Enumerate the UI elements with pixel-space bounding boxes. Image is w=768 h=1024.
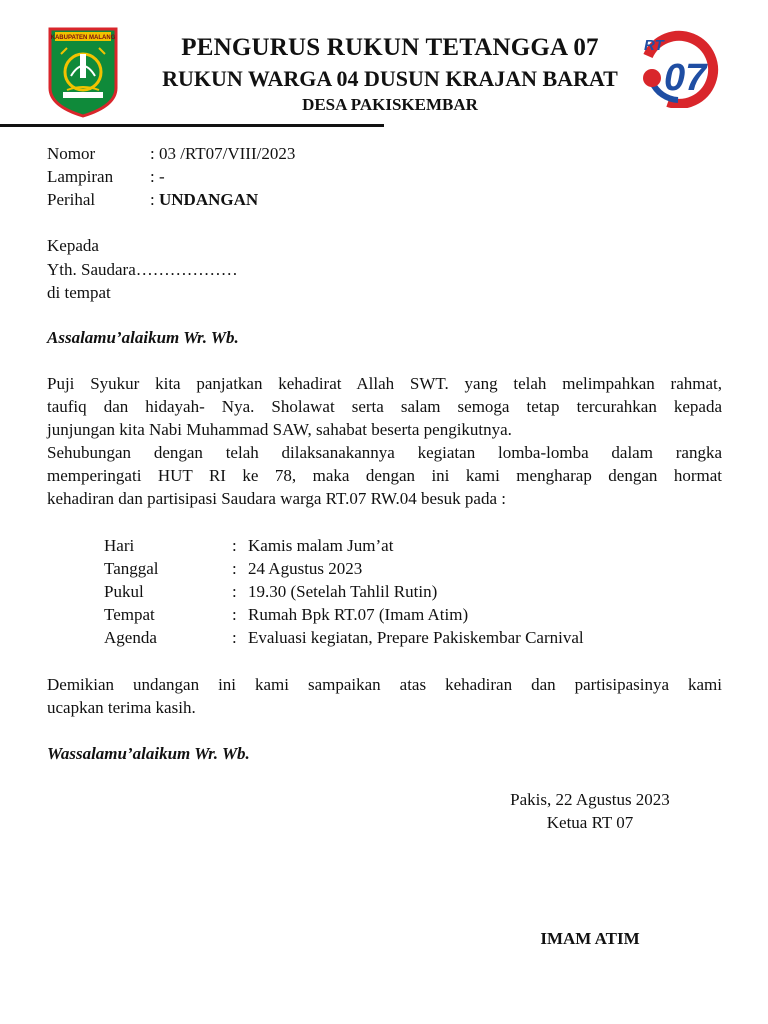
detail-time-label: Pukul: [104, 582, 144, 601]
signature-role: Ketua RT 07: [546, 813, 634, 832]
detail-colon: :: [232, 605, 237, 624]
signature-place-date: Pakis, 22 Agustus 2023: [510, 790, 670, 809]
detail-day-label: Hari: [104, 536, 135, 555]
letterhead-village: DESA PAKISKEMBAR: [302, 95, 478, 114]
recipient-line-3: di tempat: [47, 283, 111, 302]
body-line: kehadiran dan partisipasi Saudara warga RT.07 RW.04 besuk pada :: [47, 489, 506, 508]
detail-colon: :: [232, 628, 237, 647]
svg-text:07: 07: [664, 57, 707, 99]
detail-colon: :: [232, 559, 237, 578]
greeting: Assalamu’alaikum Wr. Wb.: [47, 328, 239, 347]
body-line: junjungan kita Nabi Muhammad SAW, sahabat beserta pengikutnya.: [47, 420, 512, 439]
meta-subject-label: Perihal: [47, 190, 96, 209]
closing-line: Demikian undangan ini kami sampaikan atas kehadiran dan partisipasinya kami: [47, 675, 722, 694]
meta-attachment-label: Lampiran: [47, 167, 114, 186]
body-line: taufiq dan hidayah- Nya. Sholawat serta salam semoga tetap tercurahkan kepada: [47, 397, 722, 416]
meta-subject-value: : UNDANGAN: [150, 190, 259, 209]
detail-colon: :: [232, 582, 237, 601]
letterhead-divider: [0, 124, 384, 127]
signature-name: IMAM ATIM: [540, 929, 640, 948]
logo-left-caption: KABUPATEN MALANG: [50, 35, 116, 41]
meta-number-value: : 03 /RT07/VIII/2023: [150, 144, 296, 163]
farewell: Wassalamu’alaikum Wr. Wb.: [47, 744, 250, 763]
detail-time-value: 19.30 (Setelah Tahlil Rutin): [248, 582, 438, 601]
detail-date-label: Tanggal: [104, 559, 159, 578]
svg-text:RT: RT: [644, 37, 664, 54]
detail-agenda-value: Evaluasi kegiatan, Prepare Pakiskembar Carnival: [248, 628, 584, 647]
meta-attachment-value: : -: [150, 167, 165, 186]
closing-line: ucapkan terima kasih.: [47, 698, 196, 717]
detail-place-value: Rumah Bpk RT.07 (Imam Atim): [248, 605, 469, 624]
recipient-line-2: Yth. Saudara………………: [47, 260, 238, 279]
detail-colon: :: [232, 536, 237, 555]
detail-day-value: Kamis malam Jum’at: [248, 536, 394, 555]
detail-date-value: 24 Agustus 2023: [248, 559, 363, 578]
meta-number-label: Nomor: [47, 144, 96, 163]
recipient-line-1: Kepada: [47, 236, 99, 255]
detail-place-label: Tempat: [104, 605, 155, 624]
detail-agenda-label: Agenda: [104, 628, 157, 647]
body-line: Sehubungan dengan telah dilaksanakannya kegiatan lomba-lomba dalam rangka: [47, 443, 722, 462]
letterhead-subtitle: RUKUN WARGA 04 DUSUN KRAJAN BARAT: [162, 66, 618, 91]
body-line: Puji Syukur kita panjatkan kehadirat Allah SWT. yang telah melimpahkan rahmat,: [47, 374, 722, 393]
body-line: memperingati HUT RI ke 78, maka dengan ini kami mengharap dengan hormat: [47, 466, 722, 485]
letterhead-title: PENGURUS RUKUN TETANGGA 07: [181, 34, 599, 61]
